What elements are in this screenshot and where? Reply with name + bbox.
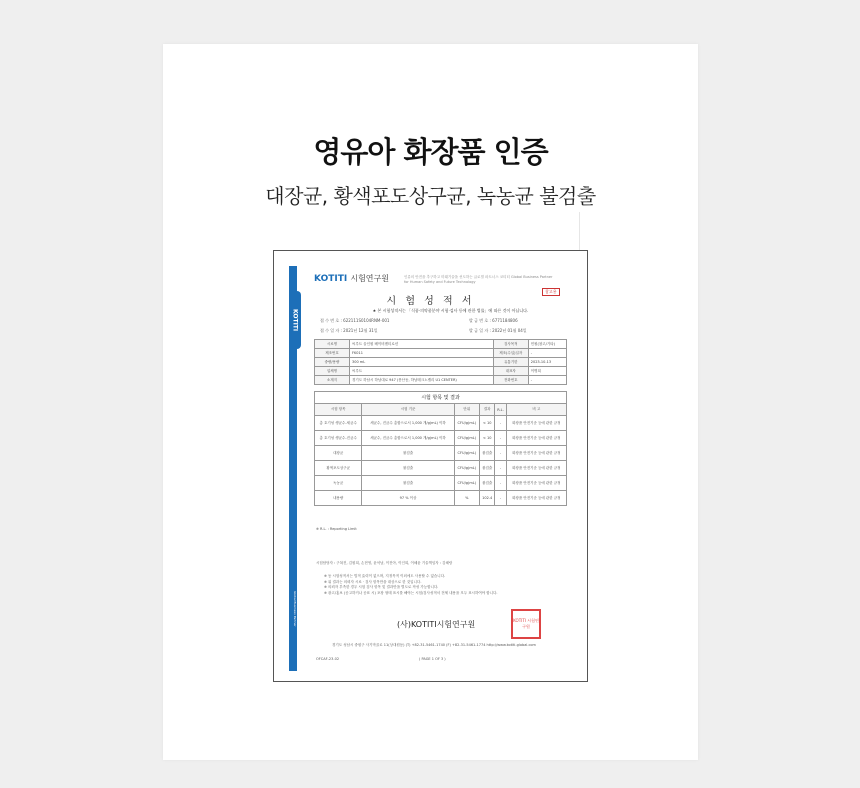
- page-number: ( PAGE 1 OF 3 ): [419, 657, 446, 661]
- table-row: 시료명 씨루트 올인원 베이비젠티로션 검사목적 민원(참고/기타): [315, 340, 567, 349]
- document-title: 시 험 성 적 서: [386, 296, 475, 307]
- official-seal: KOTITI 시험연구원: [511, 609, 541, 639]
- meta-receipt-no: 접 수 번 호 : 622111S0104RNM-001: [320, 318, 390, 323]
- certificate-card: [163, 44, 698, 760]
- table-row: 총 호기성 생균수-진균수 세균수, 진균수 총합으로서 1,000 개/g(mL) 이하 CFU/g(mL) < 10 - 화장품 안전기준 등에 관한 규정: [315, 431, 567, 446]
- side-text: Global Business Partner: [293, 591, 297, 627]
- tagline: 인류의 안전을 추구하고 미래기술을 선도하는 글로벌 파트너스 코티티 Global Business Partner for Human Safety and Future Technology: [404, 275, 553, 284]
- table-row: 소재지 경기도 하남시 하남대로 947 (풍산동, 하남테크노밸리 U1 CENTER) 전화번호 -: [315, 376, 567, 385]
- table-row: 황색포도상구균 불검출 CFU/g(mL) 불검출 - 화장품 안전기준 등에 관한 규정: [315, 461, 567, 476]
- issuer-name: (사)KOTITI시험연구원: [397, 620, 476, 629]
- table-row: 총 호기성 생균수-세균수 세균수, 진균수 총합으로서 1,000 개/g(mL) 이하 CFU/g(mL) < 10 - 화장품 안전기준 등에 관한 규정: [315, 416, 567, 431]
- rl-note: ※ R.L. : Reporting Limit: [316, 527, 357, 531]
- test-report-document: [273, 250, 588, 682]
- copy-stamp: 참고용: [542, 288, 560, 296]
- footer-address: 경기도 성남시 중원구 사기막골로 11(상대원동) (T) +82-31-5461-1740 (F) +82-31-5461-1774 http://www.kotiti-global.com: [332, 643, 536, 647]
- meta-issue-no: 발 급 번 호 : 6771184806: [469, 318, 518, 323]
- document-notice: ★ 본 시험성적서는 「식품·의약품분야 시험·검사 등에 관한 법률」에 따른 것이 아닙니다.: [372, 308, 529, 313]
- table-row: 중량/용량 300 mL 유통기한 2023-10-13: [315, 358, 567, 367]
- meta-issue-date: 발 급 일 자 : 2022년 01월 04일: [469, 328, 527, 333]
- table-row: 녹농균 불검출 CFU/g(mL) 불검출 - 화장품 안전기준 등에 관한 규정: [315, 476, 567, 491]
- sample-info-table: [314, 339, 567, 385]
- meta-receipt-date: 접 수 일 자 : 2021년 12월 31일: [320, 328, 378, 333]
- table-row: 내용량 97 % 이상 % 102.4 - 화장품 안전기준 등에 관한 규정: [315, 491, 567, 506]
- table-row: 대장균 불검출 CFU/g(mL) 불검출 - 화장품 안전기준 등에 관한 규정: [315, 446, 567, 461]
- form-number: OFCAF-23-02: [316, 657, 340, 661]
- side-tab: KOTITI: [289, 291, 301, 349]
- testers-line: 시험담당자 : 구복진, 김원희, 손현영, 윤석남, 이진아, 이인희, 이혜윤 기술책임자 : 김혜랑: [316, 561, 453, 565]
- notes-list: ※ 동 시험성적서는 법적 효력이 없으며, 지정목적 이외에도 사용할 수 없습니다. ※ 위 결과는 의뢰자 시료 · 검사 항목만을 대상으로 한 것입니다. ※ 의뢰자 부족한 경우 시험 검사 항목 및 결과만을 별도로 작성 가능합니다. ※ 광고/홍보 (공고하거나 공표 시) 포장 형태 표시를 해야는 시험/검사성적서 전체 내용을 모두 표시하여야 합니다.: [324, 574, 498, 595]
- page-subtitle: 대장균, 황색포도상구균, 녹농균 불검출: [265, 184, 596, 208]
- results-header-row: 시험 항목 시험 기준 단위 결과 R.L. 비 고: [315, 404, 567, 416]
- kotiti-logo: KOTITI 시험연구원: [314, 274, 389, 284]
- page-title: 영유아 화장품 인증: [313, 135, 548, 169]
- table-row: 제조번호 FK011 제조(수입)일자 -: [315, 349, 567, 358]
- results-table: 시험 항목 및 결과 시험 항목 시험 기준 단위 결과 R.L. 비 고 총 호기성 생균수-세균수 세균수, 진균수 총합으로서 1,000 개/g(mL) 이하 CFU/g(mL) < 10 - 화장품 안전기준 등에 관한 규정 총 호기성 생균수-진균수 세균수, 진균수 총합으로서 1,000 개/g(mL) 이하 CFU/g(mL) < 10 - 화장품 안전기준 등에 관한 규정 대장균 불검출 CFU/g(mL) 불검출 - 화장품 안전기준 등에 관한 규정 황색포도상구균 불검출 CFU/g(mL) 불검출 - 화장품 안전기준 등에 관한 규정 녹농균 불검출 CFU/g(mL) 불검출 - 화장품 안전기준 등에 관한 규정 내용량 97 % 이상 % 102.4 - 화장품 안전기준 등에 관한 규정: [314, 391, 567, 506]
- table-row: 업체명 씨루트 대표자 이병희: [315, 367, 567, 376]
